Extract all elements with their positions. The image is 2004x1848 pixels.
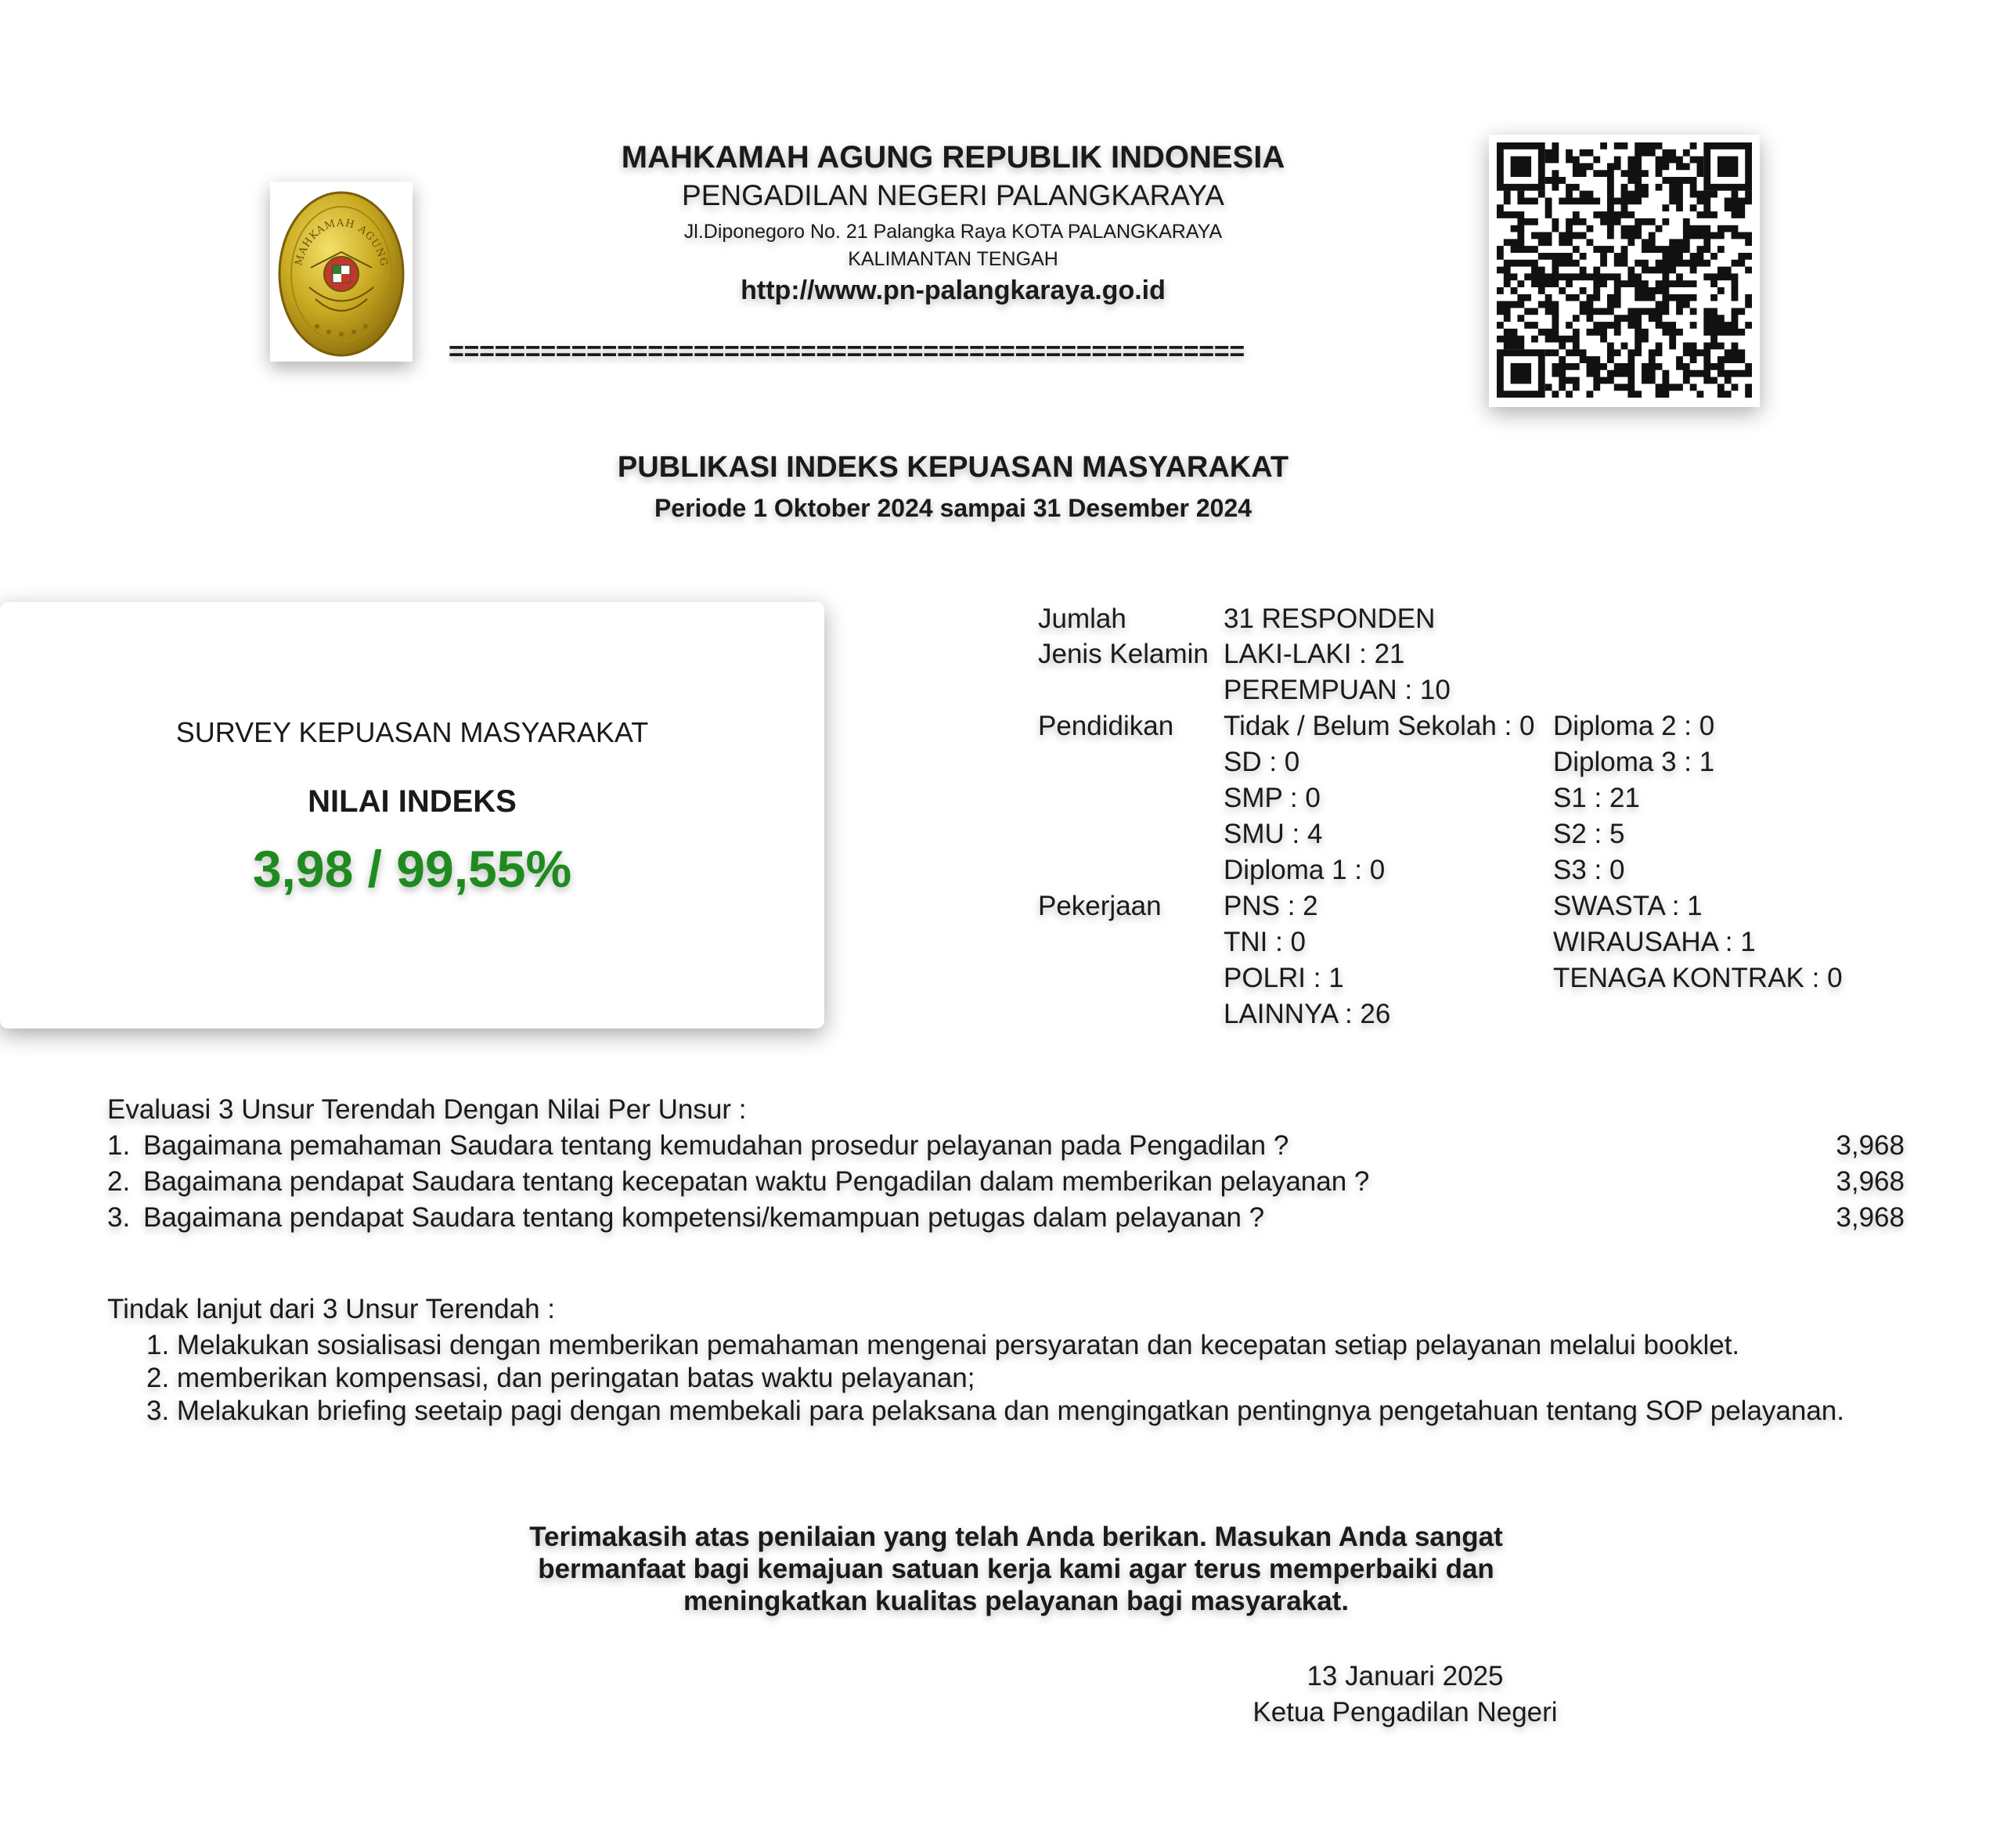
address-line-2: KALIMANTAN TENGAH xyxy=(848,248,1058,270)
signature-date: 13 Januari 2025 xyxy=(1307,1661,1504,1691)
index-label: NILAI INDEKS xyxy=(308,784,517,819)
occupation-item: LAINNYA : 26 xyxy=(1224,999,1391,1029)
education-item: S2 : 5 xyxy=(1553,819,1625,849)
svg-text:MAHKAMAH AGUNG: MAHKAMAH AGUNG xyxy=(293,217,390,268)
occupation-item: PNS : 2 xyxy=(1224,891,1318,921)
evaluation-heading: Evaluasi 3 Unsur Terendah Dengan Nilai Per Unsur : xyxy=(107,1094,747,1125)
evaluation-item-value: 3,968 xyxy=(1836,1130,1905,1161)
education-item: Diploma 1 : 0 xyxy=(1224,855,1386,885)
follow-up-heading: Tindak lanjut dari 3 Unsur Terendah : xyxy=(107,1294,555,1324)
education-item: Diploma 3 : 1 xyxy=(1553,747,1715,777)
education-item: SMU : 4 xyxy=(1224,819,1323,849)
education-item: SMP : 0 xyxy=(1224,783,1321,813)
header-divider: ==================================================== xyxy=(449,338,1245,365)
closing-line-1: Terimakasih atas penilaian yang telah Anda berikan. Masukan Anda sangat xyxy=(529,1522,1503,1552)
survey-label: SURVEY KEPUASAN MASYARAKAT xyxy=(175,716,649,748)
education-label: Pendidikan xyxy=(1038,711,1174,741)
education-item: S3 : 0 xyxy=(1553,855,1625,885)
publication-period: Periode 1 Oktober 2024 sampai 31 Desember 2024 xyxy=(654,494,1252,522)
publication-title: PUBLIKASI INDEKS KEPUASAN MASYARAKAT xyxy=(617,451,1289,484)
evaluation-item-value: 3,968 xyxy=(1836,1166,1905,1197)
qr-code xyxy=(1489,135,1760,407)
gender-female: PEREMPUAN : 10 xyxy=(1224,675,1451,705)
closing-line-3: meningkatkan kualitas pelayanan bagi masyarakat. xyxy=(683,1586,1350,1616)
qr-code-icon xyxy=(1489,135,1760,407)
education-item: Tidak / Belum Sekolah : 0 xyxy=(1224,711,1535,741)
education-item: S1 : 21 xyxy=(1553,783,1640,813)
jumlah-label: Jumlah xyxy=(1038,603,1126,634)
follow-up-item: 2. memberikan kompensasi, dan peringatan batas waktu pelayanan; xyxy=(146,1363,975,1393)
follow-up-item: 1. Melakukan sosialisasi dengan memberikan pemahaman mengenai persyaratan dan kecepatan setiap pelayanan melalui booklet. xyxy=(146,1330,1740,1360)
address-line-1: Jl.Diponegoro No. 21 Palangka Raya KOTA PALANGKARAYA xyxy=(683,221,1223,243)
header-title: MAHKAMAH AGUNG REPUBLIK INDONESIA xyxy=(621,140,1285,175)
occupation-item: POLRI : 1 xyxy=(1224,963,1344,993)
website-link[interactable]: http://www.pn-palangkaraya.go.id xyxy=(741,276,1166,305)
evaluation-item-value: 3,968 xyxy=(1836,1202,1905,1233)
occupation-label: Pekerjaan xyxy=(1038,891,1162,921)
follow-up-item: 3. Melakukan briefing seetaip pagi dengan membekali para pelaksana dan mengingatkan pentingnya pengetahuan tentang SOP pelayanan. xyxy=(146,1396,1844,1426)
index-value: 3,98 / 99,55% xyxy=(252,840,572,898)
education-item: SD : 0 xyxy=(1224,747,1300,777)
evaluation-item-number: 1. xyxy=(107,1130,131,1161)
occupation-item: TENAGA KONTRAK : 0 xyxy=(1553,963,1843,993)
jumlah-value: 31 RESPONDEN xyxy=(1224,603,1436,634)
education-item: Diploma 2 : 0 xyxy=(1553,711,1715,741)
occupation-item: TNI : 0 xyxy=(1224,927,1307,957)
evaluation-item-number: 3. xyxy=(107,1202,131,1233)
evaluation-item-number: 2. xyxy=(107,1166,131,1197)
gender-male: LAKI-LAKI : 21 xyxy=(1224,639,1405,669)
occupation-item: WIRAUSAHA : 1 xyxy=(1553,927,1756,957)
evaluation-item-text: Bagaimana pemahaman Saudara tentang kemudahan prosedur pelayanan pada Pengadilan ? xyxy=(143,1130,1289,1161)
occupation-item: SWASTA : 1 xyxy=(1553,891,1703,921)
closing-line-2: bermanfaat bagi kemajuan satuan kerja kami agar terus memperbaiki dan xyxy=(538,1554,1494,1584)
signature-title: Ketua Pengadilan Negeri xyxy=(1252,1697,1558,1727)
evaluation-item-text: Bagaimana pendapat Saudara tentang kompetensi/kemampuan petugas dalam pelayanan ? xyxy=(143,1202,1265,1233)
gender-label: Jenis Kelamin xyxy=(1038,639,1209,669)
court-name: PENGADILAN NEGERI PALANGKARAYA xyxy=(682,179,1224,211)
evaluation-item-text: Bagaimana pendapat Saudara tentang kecepatan waktu Pengadilan dalam memberikan pelayanan ? xyxy=(143,1166,1370,1197)
